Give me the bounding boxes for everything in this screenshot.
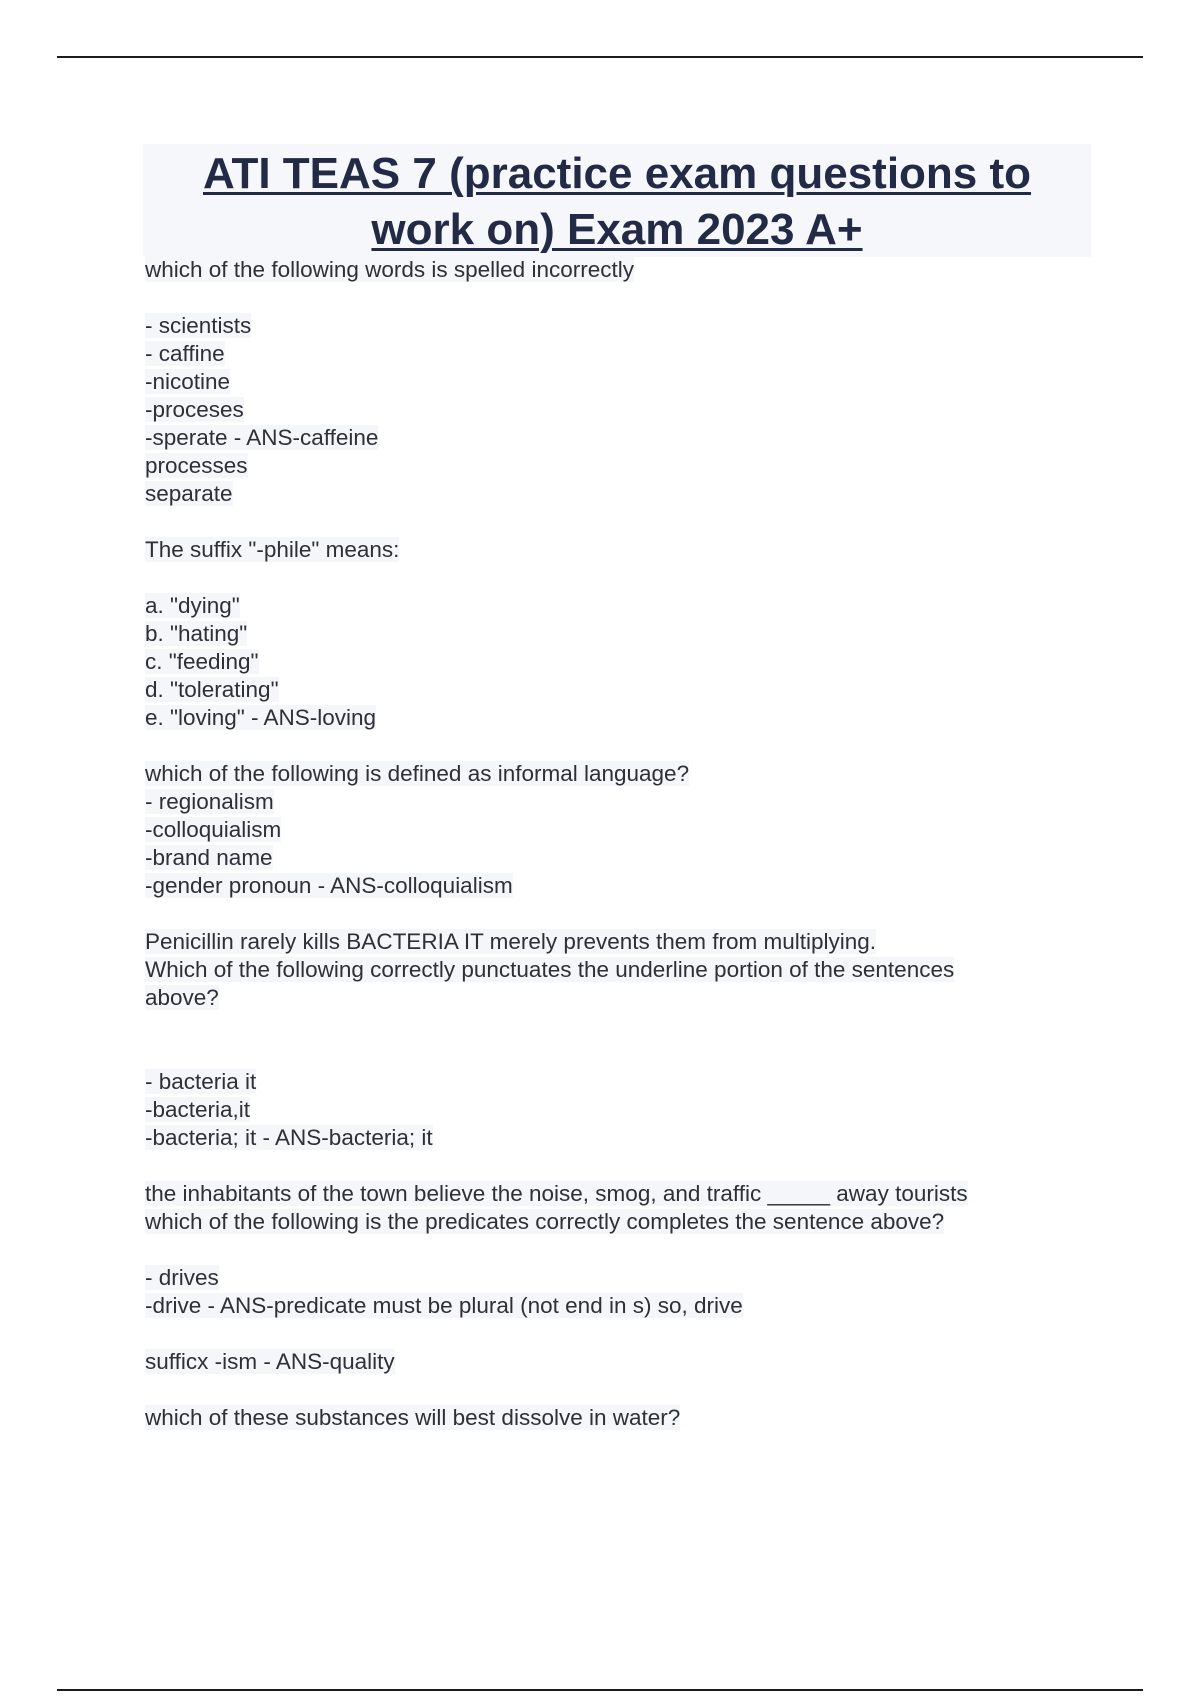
question-prompt: above? xyxy=(145,985,219,1010)
spacer xyxy=(145,564,1045,592)
spacer xyxy=(145,1236,1045,1264)
answer-option: -nicotine xyxy=(145,369,231,394)
question-prompt: which of these substances will best dissolve in water? xyxy=(145,1405,681,1430)
answer-option: - drives xyxy=(145,1265,219,1290)
question-prompt: which of the following is defined as informal language? xyxy=(145,761,690,786)
spacer xyxy=(145,1012,1045,1040)
answer-option: d. "tolerating" xyxy=(145,677,279,702)
question-4 xyxy=(145,928,1045,1152)
top-rule xyxy=(57,56,1143,58)
question-prompt: sufficx -ism - ANS-quality xyxy=(145,1349,395,1374)
question-1 xyxy=(145,256,1045,508)
question-prompt: Penicillin rarely kills BACTERIA IT merely prevents them from multiplying. xyxy=(145,929,877,954)
question-prompt: The suffix "-phile" means: xyxy=(145,537,400,562)
answer-option: separate xyxy=(145,481,233,506)
question-5 xyxy=(145,1180,1045,1320)
question-6 xyxy=(145,1348,1045,1376)
document-body xyxy=(145,256,1045,1460)
answer-option: - caffine xyxy=(145,341,225,366)
question-prompt: which of the following words is spelled incorrectly xyxy=(145,257,634,282)
answer-option: - regionalism xyxy=(145,789,274,814)
question-7 xyxy=(145,1404,1045,1432)
question-prompt: which of the following is the predicates correctly completes the sentence above? xyxy=(145,1209,945,1234)
answer-option: -sperate - ANS-caffeine xyxy=(145,425,379,450)
answer-option: - bacteria it xyxy=(145,1069,257,1094)
question-3 xyxy=(145,760,1045,900)
question-prompt: the inhabitants of the town believe the noise, smog, and traffic _____ away tourists xyxy=(145,1181,968,1206)
answer-option: a. "dying" xyxy=(145,593,240,618)
bottom-rule xyxy=(57,1689,1143,1691)
title-line-2: work on) Exam 2023 A+ xyxy=(371,205,863,254)
answer-option: -colloquialism xyxy=(145,817,282,842)
title-line-1: ATI TEAS 7 (practice exam questions to xyxy=(202,149,1032,198)
spacer xyxy=(145,284,1045,312)
answer-option: e. "loving" - ANS-loving xyxy=(145,705,377,730)
question-prompt: Which of the following correctly punctuates the underline portion of the sentences xyxy=(145,957,955,982)
answer-option: b. "hating" xyxy=(145,621,248,646)
answer-option: c. "feeding" xyxy=(145,649,259,674)
answer-option: -bacteria,it xyxy=(145,1097,251,1122)
spacer xyxy=(145,1040,1045,1068)
answer-option: -bacteria; it - ANS-bacteria; it xyxy=(145,1125,433,1150)
document-title xyxy=(143,146,1091,258)
answer-option: -proceses xyxy=(145,397,244,422)
answer-option: - scientists xyxy=(145,313,252,338)
answer-option: processes xyxy=(145,453,248,478)
answer-option: -drive - ANS-predicate must be plural (not end in s) so, drive xyxy=(145,1293,743,1318)
answer-option: -gender pronoun - ANS-colloquialism xyxy=(145,873,513,898)
answer-option: -brand name xyxy=(145,845,273,870)
question-2 xyxy=(145,536,1045,732)
